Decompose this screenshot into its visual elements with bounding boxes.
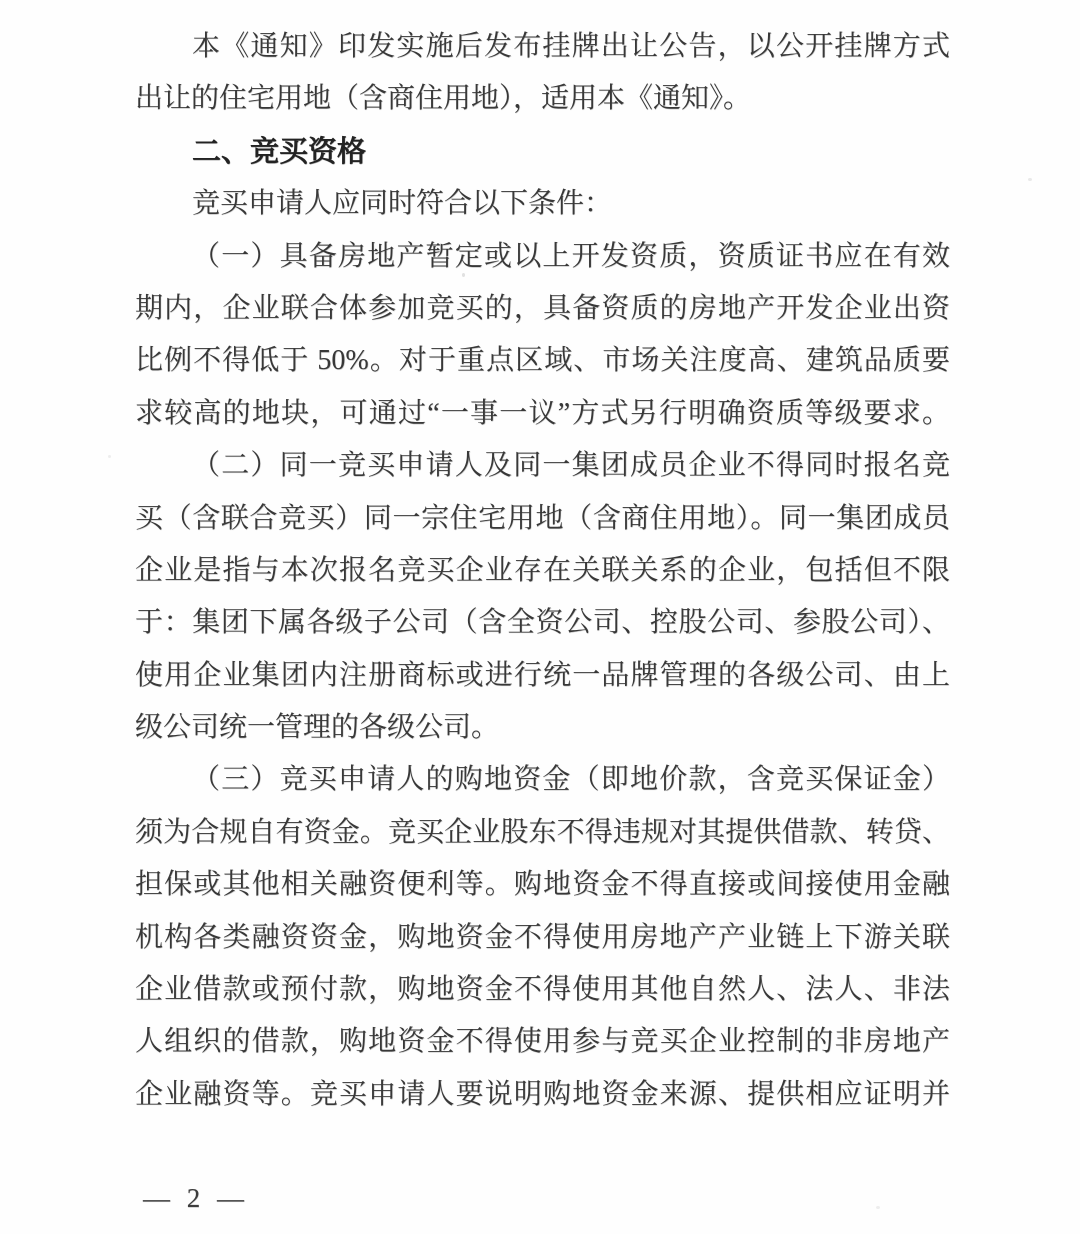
text-line: （一）具备房地产暂定或以上开发资质，资质证书应在有效 — [192, 240, 950, 272]
text-line: 于：集团下属各级子公司（含全资公司、控股公司、参股公司）、 — [135, 607, 950, 639]
scan-speck — [594, 456, 597, 459]
document-body — [135, 21, 950, 1121]
text-line: 机构各类融资资金，购地资金不得使用房地产产业链上下游关联 — [135, 921, 950, 953]
text-line: 比例不得低于 50%。对于重点区域、市场关注度高、建筑品质要 — [135, 345, 950, 377]
text-line: 人组织的借款，购地资金不得使用参与竞买企业控制的非房地产 — [135, 1026, 950, 1058]
text-line: （二）同一竞买申请人及同一集团成员企业不得同时报名竞 — [192, 450, 950, 482]
section-heading: 二、竞买资格 — [192, 135, 367, 168]
text-line: 企业是指与本次报名竞买企业存在关联关系的企业，包括但不限 — [135, 554, 950, 586]
scan-speck — [876, 1206, 880, 1209]
scan-speck — [1028, 178, 1032, 181]
text-line: 担保或其他相关融资便利等。购地资金不得直接或间接使用金融 — [135, 869, 950, 901]
scan-speck — [462, 273, 465, 277]
text-line: 期内，企业联合体参加竞买的，具备资质的房地产开发企业出资 — [135, 292, 950, 324]
text-line: 使用企业集团内注册商标或进行统一品牌管理的各级公司、由上 — [135, 659, 950, 691]
scan-speck — [108, 455, 111, 458]
scan-speck — [914, 613, 917, 617]
text-line: 须为合规自有资金。竞买企业股东不得违规对其提供借款、转贷、 — [135, 816, 950, 848]
page-number: — 2 — — [143, 1183, 249, 1213]
text-line: 求较高的地块，可通过“一事一议”方式另行明确资质等级要求。 — [135, 397, 950, 429]
text-line: 企业融资等。竞买申请人要说明购地资金来源、提供相应证明并 — [135, 1078, 950, 1110]
text-line: 企业借款或预付款，购地资金不得使用其他自然人、法人、非法 — [135, 974, 950, 1006]
text-line: 出让的住宅用地（含商住用地），适用本《通知》。 — [135, 83, 752, 115]
text-line: 买（含联合竞买）同一宗住宅用地（含商住用地）。同一集团成员 — [135, 502, 950, 534]
text-line: 竞买申请人应同时符合以下条件： — [192, 188, 613, 220]
text-line: 本《通知》印发实施后发布挂牌出让公告，以公开挂牌方式 — [192, 31, 950, 62]
text-line: 级公司统一管理的各级公司。 — [135, 712, 500, 744]
text-line: （三）竞买申请人的购地资金（即地价款，含竞买保证金） — [192, 764, 950, 796]
